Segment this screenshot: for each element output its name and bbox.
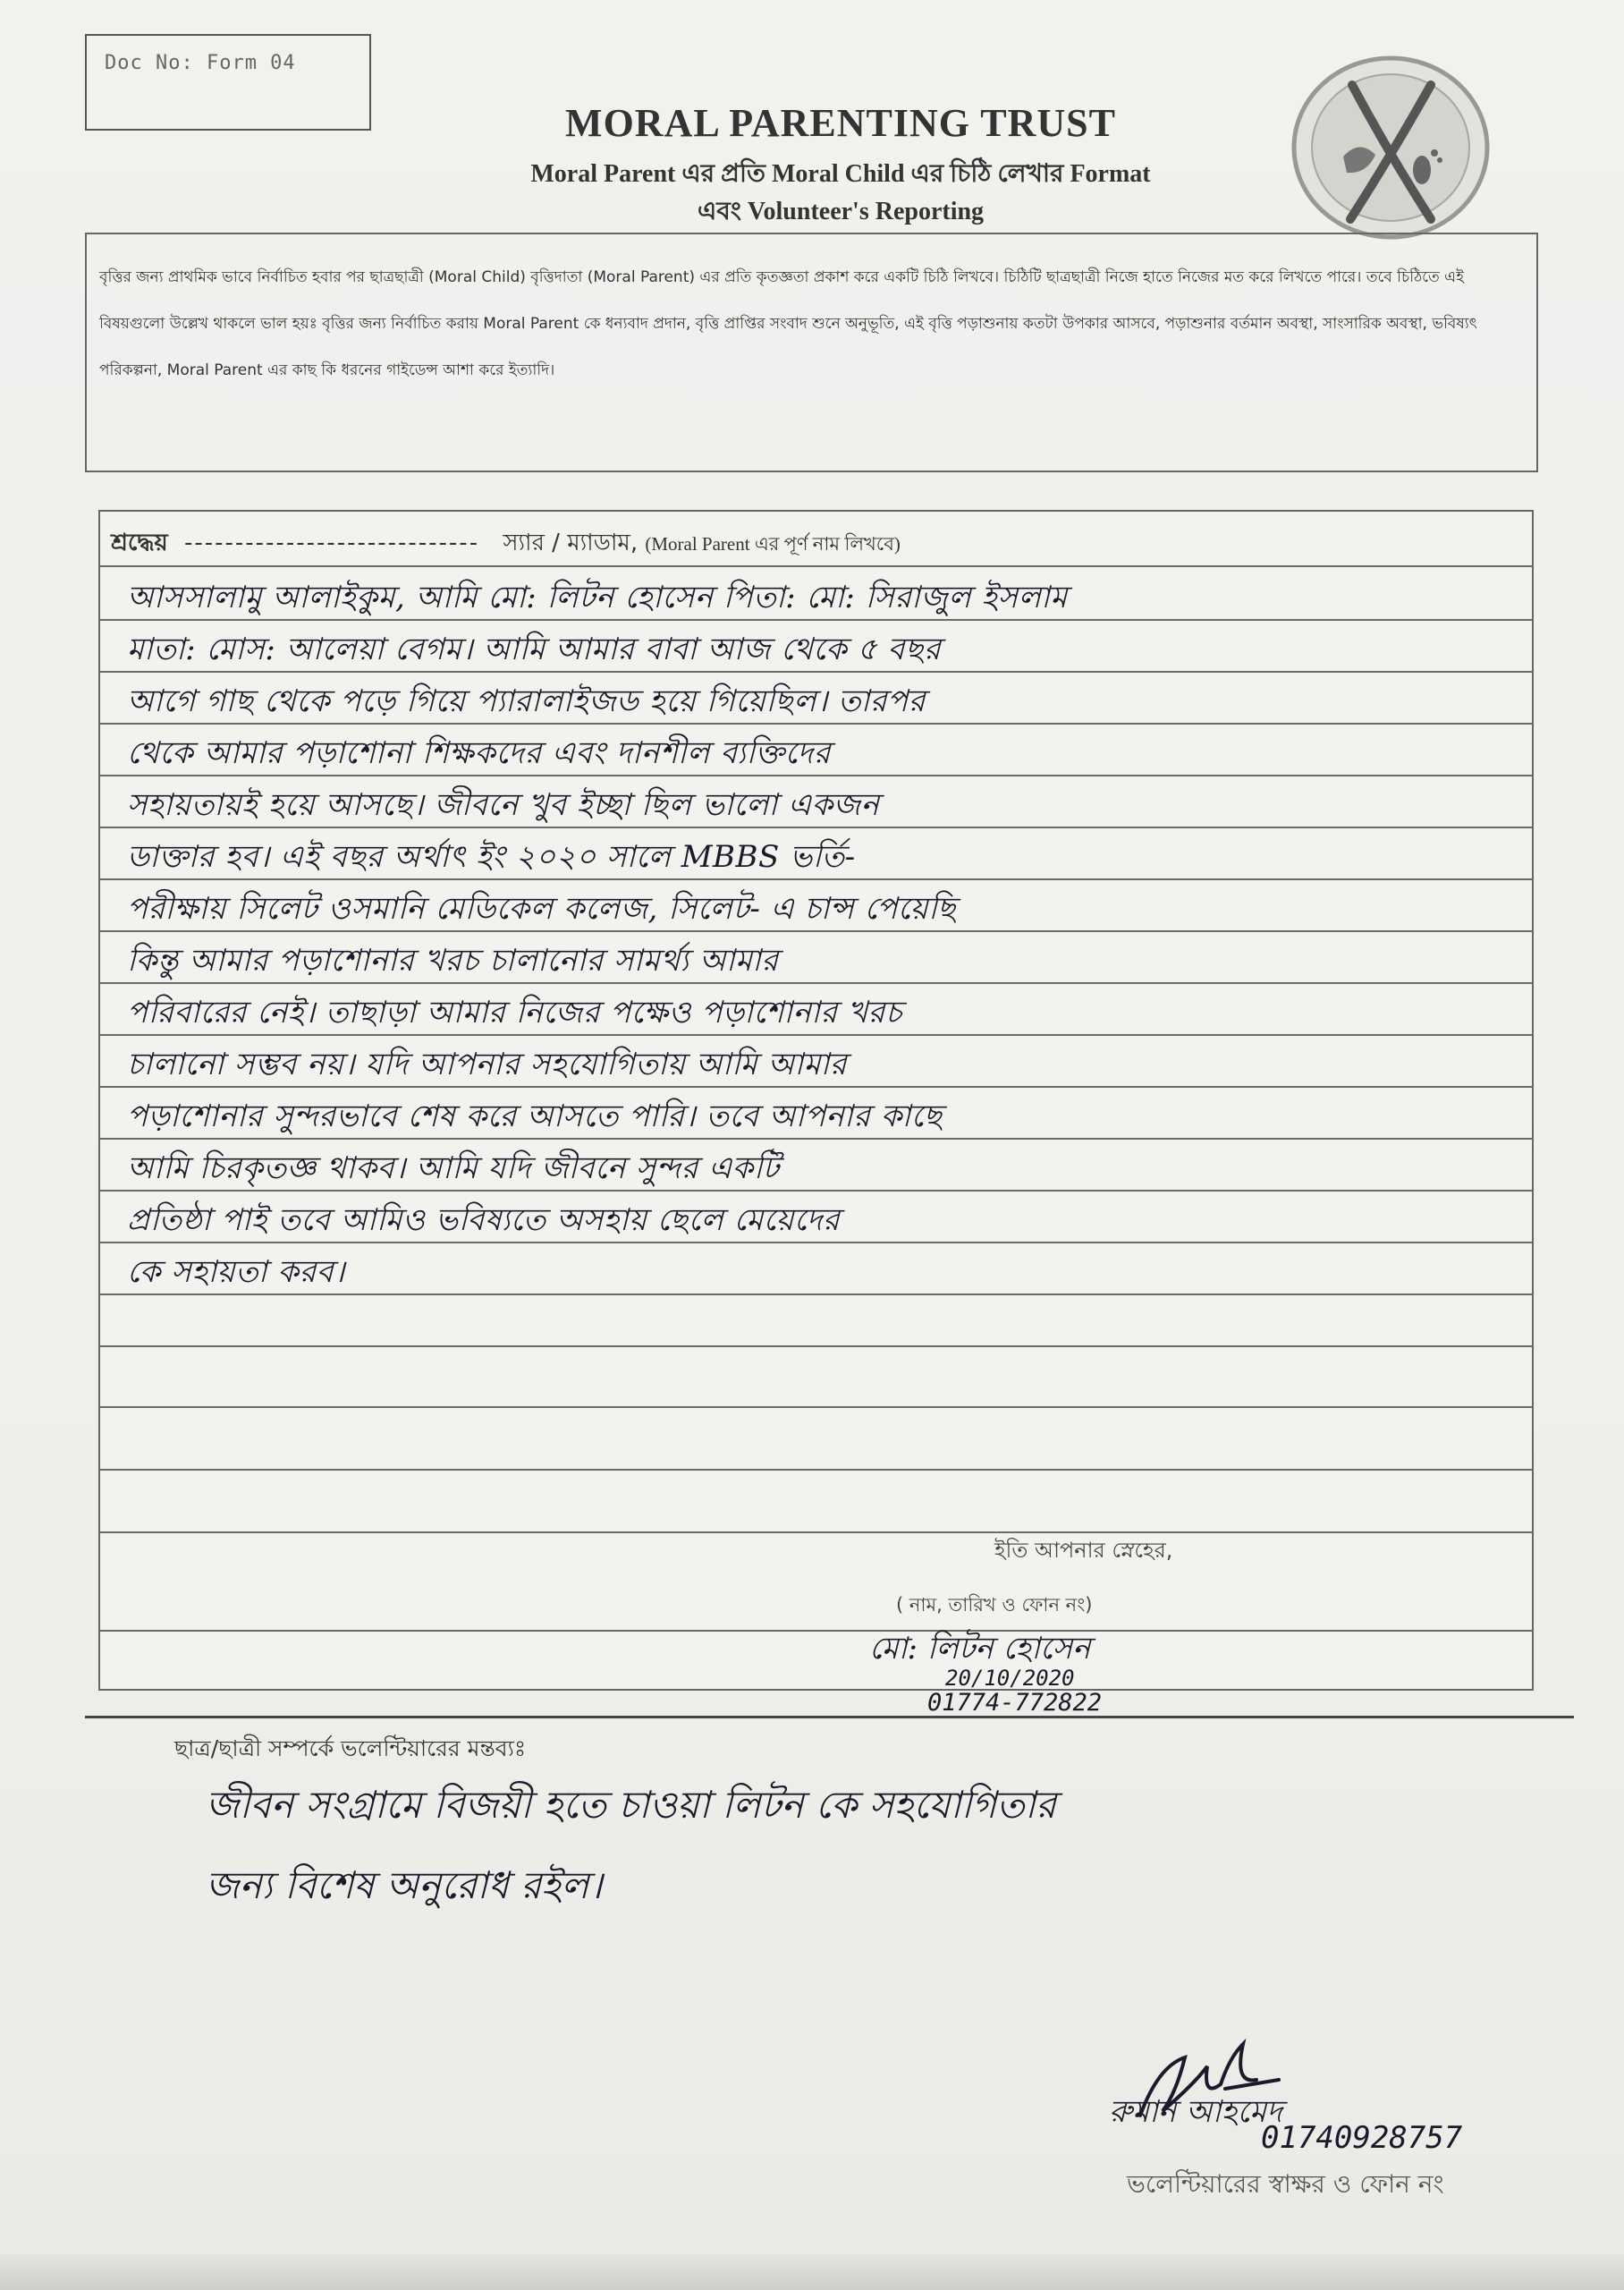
ruled-line [100, 565, 1532, 567]
child-signature-date: 20/10/2020 [945, 1666, 1075, 1691]
child-signature-name: মো: লিটন হোসেন [869, 1631, 1091, 1667]
section-divider [85, 1716, 1574, 1718]
letter-line: পরিবারের নেই। তাছাড়া আমার নিজের পক্ষেও পড়াশোনার খরচ [127, 995, 902, 1030]
letter-line: থেকে আমার পড়াশোনা শিক্ষকদের এবং দানশীল ব্যক্তিদের [127, 735, 831, 771]
letter-line: ডাক্তার হব। এই বছর অর্থাৎ ইং ২০২০ সালে MBBS ভর্তি- [127, 839, 856, 875]
letter-line: সহায়তায়ই হয়ে আসছে। জীবনে খুব ইচ্ছা ছিল ভালো একজন [127, 787, 880, 823]
salutation-label: শ্রদ্ধেয় [111, 530, 168, 556]
form-subtitle: Moral Parent এর প্রতি Moral Child এর চিঠি লেখার Format [530, 160, 1151, 188]
volunteer-comment-line: জন্য বিশেষ অনুরোধ রইল। [206, 1863, 603, 1907]
volunteer-comment-label: ছাত্র/ছাত্রী সম্পর্কে ভলেন্টিয়ারের মন্তব্যঃ [174, 1735, 527, 1761]
volunteer-comment-line: জীবন সংগ্রামে বিজয়ী হতে চাওয়া লিটন কে সহযোগিতার [206, 1783, 1057, 1827]
salutation-blank: ----------------------------- [184, 530, 480, 556]
closing-regards: ইতি আপনার স্নেহের, [994, 1538, 1173, 1563]
volunteer-name: রুমান আহমেদ [1109, 2094, 1282, 2130]
letter-box [98, 510, 1534, 1717]
volunteer-signature-footer: ভলেন্টিয়ারের স্বাক্ষর ও ফোন নং [1127, 2169, 1444, 2199]
letter-line: কে সহায়তা করব। [127, 1254, 345, 1290]
closing-fields-hint: ( নাম, তারিখ ও ফোন নং) [896, 1594, 1093, 1616]
salutation-hint: (Moral Parent এর পূর্ণ নাম লিখবে) [645, 533, 901, 555]
letter-line: মাতা: মোস: আলেয়া বেগম। আমি আমার বাবা আজ থেকে ৫ বছর [127, 632, 942, 667]
letter-line: আসসালামু আলাইকুম, আমি মো: লিটন হোসেন পিতা: মো: সিরাজুল ইসলাম [127, 580, 1068, 615]
letter-line: আমি চিরকৃতজ্ঞ থাকব। আমি যদি জীবনে সুন্দর একটি [127, 1150, 780, 1186]
letter-line: কিন্তু আমার পড়াশোনার খরচ চালানোর সামর্থ্য আমার [127, 943, 779, 979]
trust-logo-icon [1288, 49, 1493, 246]
ruled-line [100, 1630, 1532, 1632]
instructions-box: বৃত্তির জন্য প্রাথমিক ভাবে নির্বাচিত হবার পর ছাত্রছাত্রী (Moral Child) বৃত্তিদাতা (Moral Parent) এর প্রতি কৃতজ্ঞতা প্রকাশ করে একটি চিঠি লিখবে। চিঠিটি ছাত্রছাত্রী নিজে হাতে নিজের মত করে লিখতে পারে। তবে চিঠিতে এই বিষয়গুলো উল্লেখ থাকলে ভাল হয়ঃ বৃত্তির জন্য নির্বাচিত করায় Moral Parent কে ধন্যবাদ প্রদান, বৃত্তি প্রাপ্তির সংবাদ শুনে অনুভূতি, এই বৃত্তি পড়াশুনায় কতটা উপকার আসবে, পড়াশুনার বর্তমান অবস্থা, সাংসারিক অবস্থা, ভবিষ্যৎ পরিকল্পনা, Moral Parent এর কাছ কি ধরনের গাইডেন্স আশা করে ইত্যাদি। [85, 233, 1538, 472]
salutation-line [100, 512, 1532, 565]
ruled-line [100, 1345, 1532, 1347]
doc-number-box: Doc No: Form 04 [85, 34, 371, 131]
page-edge-shadow [0, 2254, 1624, 2290]
letter-line: পড়াশোনার সুন্দরভাবে শেষ করে আসতে পারি। তবে আপনার কাছে [127, 1098, 943, 1134]
organization-title: MORAL PARENTING TRUST [565, 101, 1116, 145]
letter-line: পরীক্ষায় সিলেট ওসমানি মেডিকেল কলেজ, সিলেট- এ চান্স পেয়েছি [127, 891, 956, 927]
ruled-line [100, 1531, 1532, 1533]
letter-line: চালানো সম্ভব নয়। যদি আপনার সহযোগিতায় আমি আমার [127, 1047, 848, 1082]
ruled-line [100, 1406, 1532, 1408]
letter-line: প্রতিষ্ঠা পাই তবে আমিও ভবিষ্যতে অসহায় ছেলে মেয়েদের [127, 1202, 841, 1238]
salutation-title: স্যার / ম্যাডাম, [503, 530, 639, 556]
form-subtitle-2: এবং Volunteer's Reporting [697, 198, 985, 225]
ruled-line [100, 1469, 1532, 1471]
letter-line: আগে গাছ থেকে পড়ে গিয়ে প্যারালাইজড হয়ে গিয়েছিল। তারপর [127, 683, 926, 719]
volunteer-phone: 01740928757 [1261, 2120, 1463, 2156]
child-signature-phone: 01774-772822 [927, 1689, 1103, 1717]
